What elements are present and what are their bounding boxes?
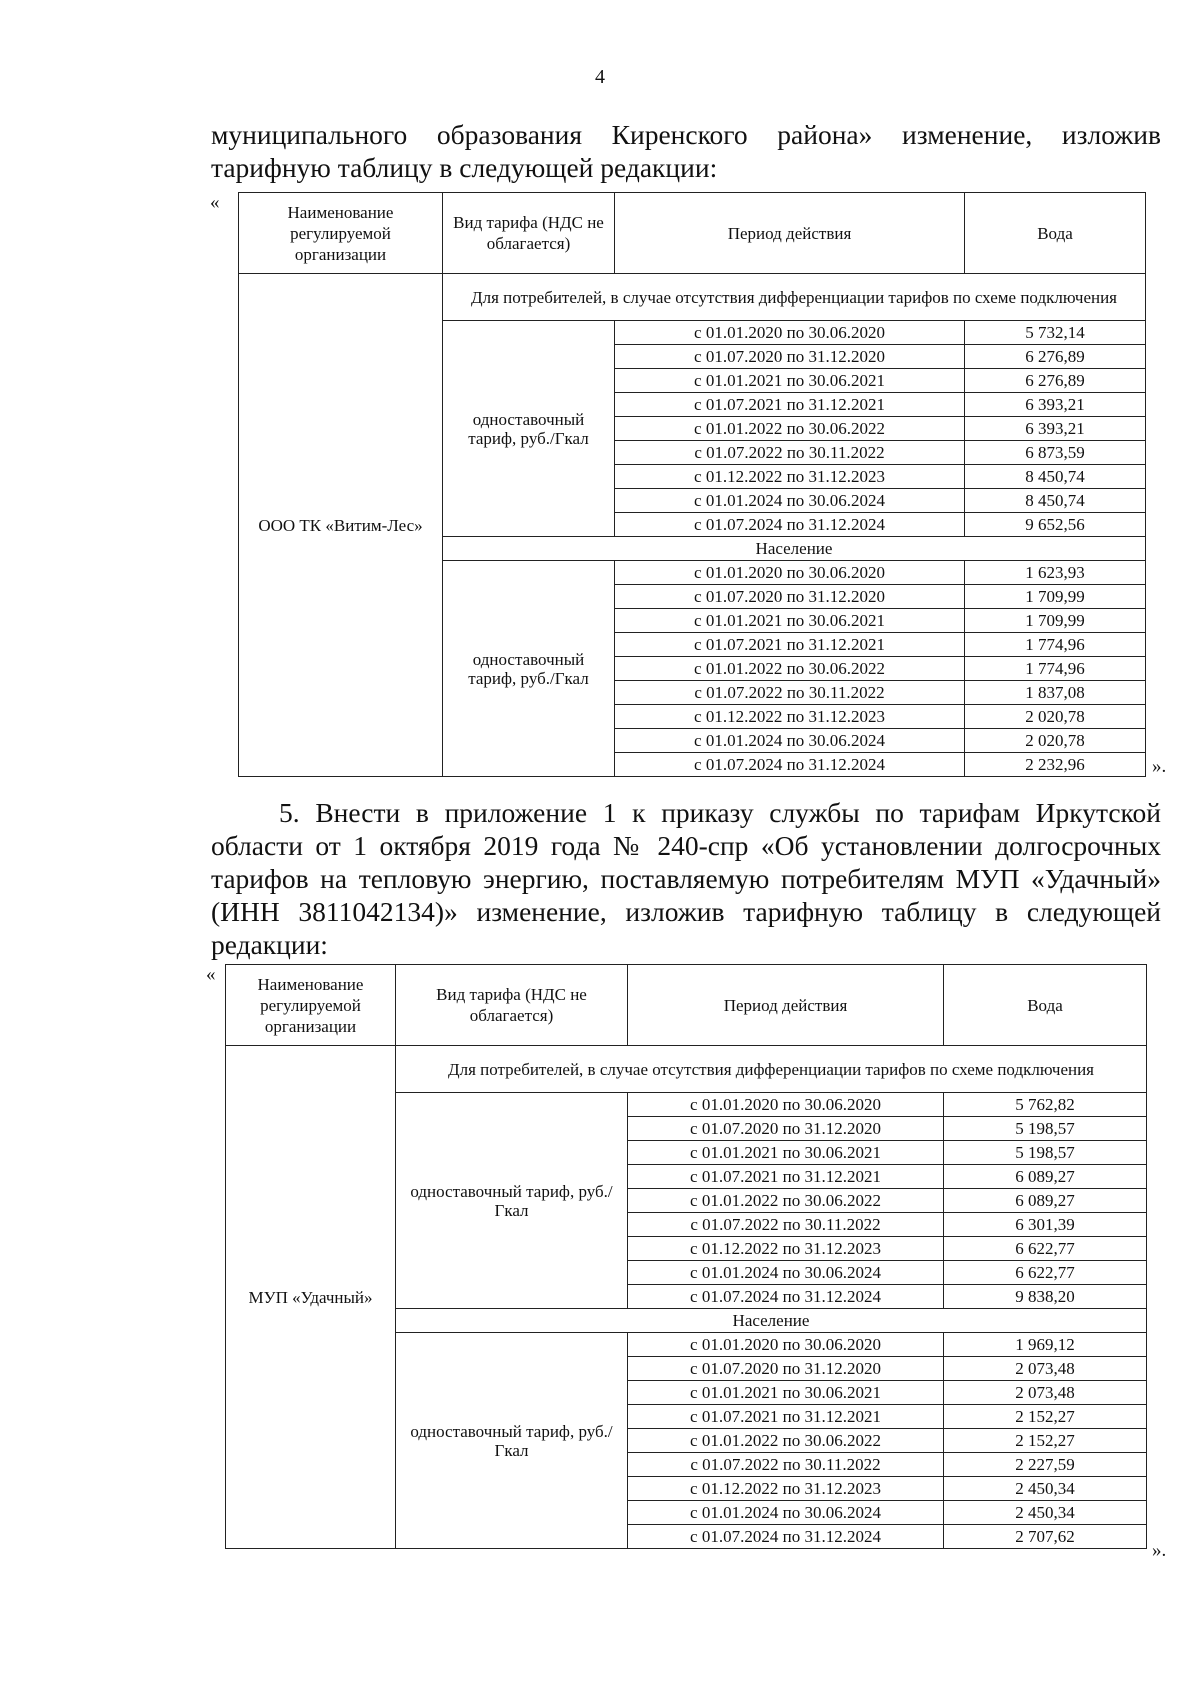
value-cell: 2 152,27 xyxy=(944,1405,1147,1429)
period-cell: с 01.07.2020 по 31.12.2020 xyxy=(628,1357,944,1381)
value-cell: 2 073,48 xyxy=(944,1357,1147,1381)
section-row xyxy=(239,274,1146,321)
value-cell: 6 089,27 xyxy=(944,1165,1147,1189)
value-cell: 1 709,99 xyxy=(965,609,1146,633)
value-cell: 2 450,34 xyxy=(944,1501,1147,1525)
period-cell: с 01.01.2020 по 30.06.2020 xyxy=(628,1333,944,1357)
period-cell: с 01.01.2020 по 30.06.2020 xyxy=(615,561,965,585)
quote-open-1: « xyxy=(210,192,220,213)
period-cell: с 01.12.2022 по 31.12.2023 xyxy=(615,705,965,729)
value-cell: 6 276,89 xyxy=(965,369,1146,393)
page-number: 4 xyxy=(595,66,605,88)
table-header-row xyxy=(239,193,1146,274)
value-cell: 5 732,14 xyxy=(965,321,1146,345)
org-name: МУП «Удачный» xyxy=(226,1046,396,1549)
value-cell: 2 232,96 xyxy=(965,753,1146,777)
tariff-type: одноставочный тариф, руб./Гкал xyxy=(443,561,615,777)
header-period: Период действия xyxy=(628,965,944,1046)
value-cell: 2 450,34 xyxy=(944,1477,1147,1501)
value-cell: 6 393,21 xyxy=(965,393,1146,417)
value-cell: 9 652,56 xyxy=(965,513,1146,537)
period-cell: с 01.07.2022 по 30.11.2022 xyxy=(628,1453,944,1477)
header-tariff-type: Вид тарифа (НДС не облагается) xyxy=(443,193,615,274)
period-cell: с 01.01.2022 по 30.06.2022 xyxy=(615,657,965,681)
period-cell: с 01.07.2021 по 31.12.2021 xyxy=(615,393,965,417)
period-cell: с 01.07.2024 по 31.12.2024 xyxy=(628,1525,944,1549)
value-cell: 2 073,48 xyxy=(944,1381,1147,1405)
period-cell: с 01.01.2021 по 30.06.2021 xyxy=(615,609,965,633)
period-cell: с 01.01.2021 по 30.06.2021 xyxy=(615,369,965,393)
value-cell: 2 152,27 xyxy=(944,1429,1147,1453)
header-org: Наименование регулируемой организации xyxy=(226,965,396,1046)
period-cell: с 01.12.2022 по 31.12.2023 xyxy=(628,1237,944,1261)
period-cell: с 01.07.2021 по 31.12.2021 xyxy=(628,1405,944,1429)
section-consumers: Для потребителей, в случае отсутствия дифференциации тарифов по схеме подключения xyxy=(443,274,1146,321)
period-cell: с 01.01.2021 по 30.06.2021 xyxy=(628,1381,944,1405)
section-population: Население xyxy=(396,1309,1147,1333)
value-cell: 9 838,20 xyxy=(944,1285,1147,1309)
value-cell: 1 774,96 xyxy=(965,633,1146,657)
value-cell: 6 089,27 xyxy=(944,1189,1147,1213)
header-water: Вода xyxy=(965,193,1146,274)
value-cell: 6 873,59 xyxy=(965,441,1146,465)
value-cell: 1 774,96 xyxy=(965,657,1146,681)
value-cell: 1 623,93 xyxy=(965,561,1146,585)
header-tariff-type: Вид тарифа (НДС не облагается) xyxy=(396,965,628,1046)
value-cell: 1 837,08 xyxy=(965,681,1146,705)
value-cell: 5 198,57 xyxy=(944,1117,1147,1141)
value-cell: 5 762,82 xyxy=(944,1093,1147,1117)
period-cell: с 01.07.2022 по 30.11.2022 xyxy=(615,681,965,705)
value-cell: 6 276,89 xyxy=(965,345,1146,369)
period-cell: с 01.01.2024 по 30.06.2024 xyxy=(628,1501,944,1525)
period-cell: с 01.07.2021 по 31.12.2021 xyxy=(628,1165,944,1189)
period-cell: с 01.01.2021 по 30.06.2021 xyxy=(628,1141,944,1165)
tariff-type: одноставочный тариф, руб./Гкал xyxy=(443,321,615,537)
value-cell: 2 227,59 xyxy=(944,1453,1147,1477)
tariff-type: одноставочный тариф, руб./Гкал xyxy=(396,1093,628,1309)
value-cell: 2 707,62 xyxy=(944,1525,1147,1549)
section-population: Население xyxy=(443,537,1146,561)
period-cell: с 01.01.2024 по 30.06.2024 xyxy=(615,729,965,753)
table-header-row xyxy=(226,965,1147,1046)
period-cell: с 01.07.2024 по 31.12.2024 xyxy=(615,513,965,537)
value-cell: 1 969,12 xyxy=(944,1333,1147,1357)
period-cell: с 01.01.2024 по 30.06.2024 xyxy=(628,1261,944,1285)
quote-open-2: « xyxy=(206,964,216,985)
value-cell: 1 709,99 xyxy=(965,585,1146,609)
org-name: ООО ТК «Витим-Лес» xyxy=(239,274,443,777)
period-cell: с 01.07.2020 по 31.12.2020 xyxy=(615,345,965,369)
section-row xyxy=(226,1046,1147,1093)
value-cell: 2 020,78 xyxy=(965,705,1146,729)
header-period: Период действия xyxy=(615,193,965,274)
value-cell: 5 198,57 xyxy=(944,1141,1147,1165)
tariff-table-1 xyxy=(238,192,1146,777)
value-cell: 6 301,39 xyxy=(944,1213,1147,1237)
quote-close-2: ». xyxy=(1152,1540,1167,1561)
header-org: Наименование регулируемой организации xyxy=(239,193,443,274)
period-cell: с 01.01.2022 по 30.06.2022 xyxy=(628,1189,944,1213)
period-cell: с 01.07.2022 по 30.11.2022 xyxy=(615,441,965,465)
tariff-table-2 xyxy=(225,964,1147,1549)
value-cell: 6 622,77 xyxy=(944,1261,1147,1285)
period-cell: с 01.01.2020 по 30.06.2020 xyxy=(628,1093,944,1117)
period-cell: с 01.01.2022 по 30.06.2022 xyxy=(615,417,965,441)
period-cell: с 01.12.2022 по 31.12.2023 xyxy=(615,465,965,489)
quote-close-1: ». xyxy=(1152,756,1167,777)
period-cell: с 01.07.2021 по 31.12.2021 xyxy=(615,633,965,657)
value-cell: 6 393,21 xyxy=(965,417,1146,441)
period-cell: с 01.07.2024 по 31.12.2024 xyxy=(615,753,965,777)
period-cell: с 01.01.2024 по 30.06.2024 xyxy=(615,489,965,513)
header-water: Вода xyxy=(944,965,1147,1046)
value-cell: 8 450,74 xyxy=(965,465,1146,489)
value-cell: 8 450,74 xyxy=(965,489,1146,513)
period-cell: с 01.01.2022 по 30.06.2022 xyxy=(628,1429,944,1453)
period-cell: с 01.01.2020 по 30.06.2020 xyxy=(615,321,965,345)
section-consumers: Для потребителей, в случае отсутствия дифференциации тарифов по схеме подключения xyxy=(396,1046,1147,1093)
paragraph-1: муниципального образования Киренского района» изменение, изложив тарифную таблицу в следующей редакции: xyxy=(211,119,1161,183)
tariff-type: одноставочный тариф, руб./Гкал xyxy=(396,1333,628,1549)
value-cell: 6 622,77 xyxy=(944,1237,1147,1261)
period-cell: с 01.07.2020 по 31.12.2020 xyxy=(615,585,965,609)
period-cell: с 01.12.2022 по 31.12.2023 xyxy=(628,1477,944,1501)
paragraph-2: 5. Внести в приложение 1 к приказу службы по тарифам Иркутской области от 1 октября 2019 года № 240-спр «Об установлении долгосрочных тарифов на тепловую энергию, поставляемую потребителям МУП «Удачный» (ИНН 3811042134)» изменение, изложив тарифную таблицу в следующей редакции: xyxy=(211,797,1161,960)
period-cell: с 01.07.2024 по 31.12.2024 xyxy=(628,1285,944,1309)
period-cell: с 01.07.2020 по 31.12.2020 xyxy=(628,1117,944,1141)
value-cell: 2 020,78 xyxy=(965,729,1146,753)
period-cell: с 01.07.2022 по 30.11.2022 xyxy=(628,1213,944,1237)
